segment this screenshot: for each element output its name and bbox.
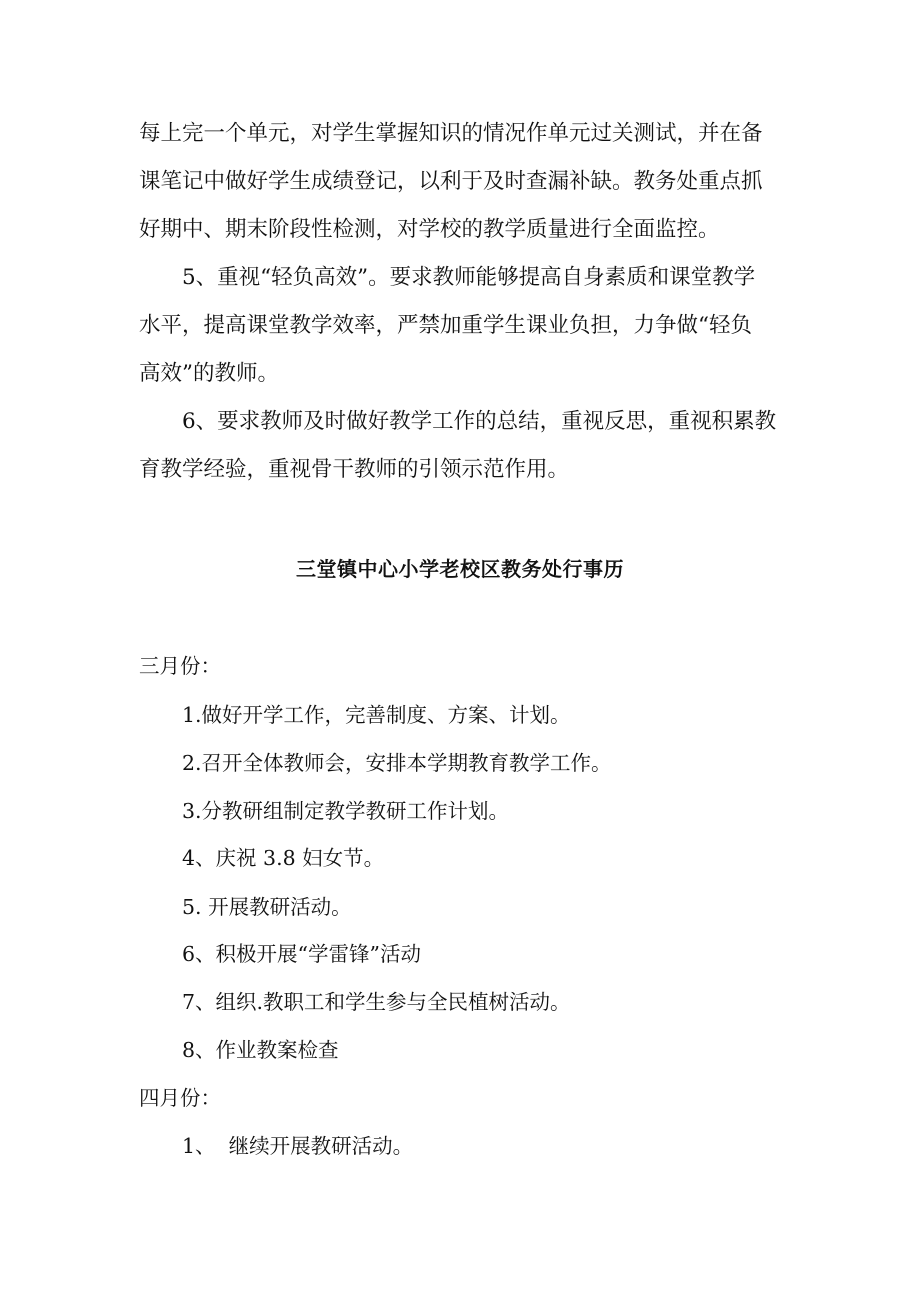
list-item: 5. 开展教研活动。: [182, 895, 352, 919]
list-item: 3.分教研组制定教学教研工作计划。: [182, 799, 510, 823]
list-item: 7、组织.教职工和学生参与全民植树活动。: [182, 990, 571, 1014]
list-item: 8、作业教案检查: [182, 1038, 339, 1062]
point-6-paragraph: [139, 398, 784, 494]
calendar-title: 三堂镇中心小学老校区教务处行事历: [296, 557, 624, 581]
paragraph-line: 课笔记中做好学生成绩登记，以利于及时查漏补缺。教务处重点抓: [139, 169, 763, 194]
paragraph-line: 每上完一个单元，对学生掌握知识的情况作单元过关测试，并在备: [139, 121, 763, 146]
month-label-april: 四月份：: [139, 1086, 221, 1110]
intro-paragraph: [139, 110, 784, 254]
month-label-march: 三月份：: [139, 654, 221, 678]
paragraph-line: 高效”的教师。: [139, 361, 279, 386]
paragraph-line: 水平，提高课堂教学效率，严禁加重学生课业负担，力争做“轻负: [139, 313, 752, 338]
list-item: 1、 继续开展教研活动。: [182, 1134, 414, 1158]
list-item: 1.做好开学工作，完善制度、方案、计划。: [182, 703, 571, 727]
list-item: 6、积极开展“学雷锋”活动: [182, 942, 422, 966]
paragraph-line: 5、重视“轻负高效”。要求教师能够提高自身素质和课堂教学: [182, 265, 756, 290]
list-item: 2.召开全体教师会，安排本学期教育教学工作。: [182, 751, 612, 775]
paragraph-line: 6、要求教师及时做好教学工作的总结，重视反思，重视积累教: [182, 409, 777, 434]
list-item: 4、庆祝 3.8 妇女节。: [182, 846, 385, 870]
paragraph-line: 好期中、期末阶段性检测，对学校的教学质量进行全面监控。: [139, 217, 720, 242]
paragraph-line: 育教学经验，重视骨干教师的引领示范作用。: [139, 457, 570, 482]
point-5-paragraph: [139, 254, 784, 398]
